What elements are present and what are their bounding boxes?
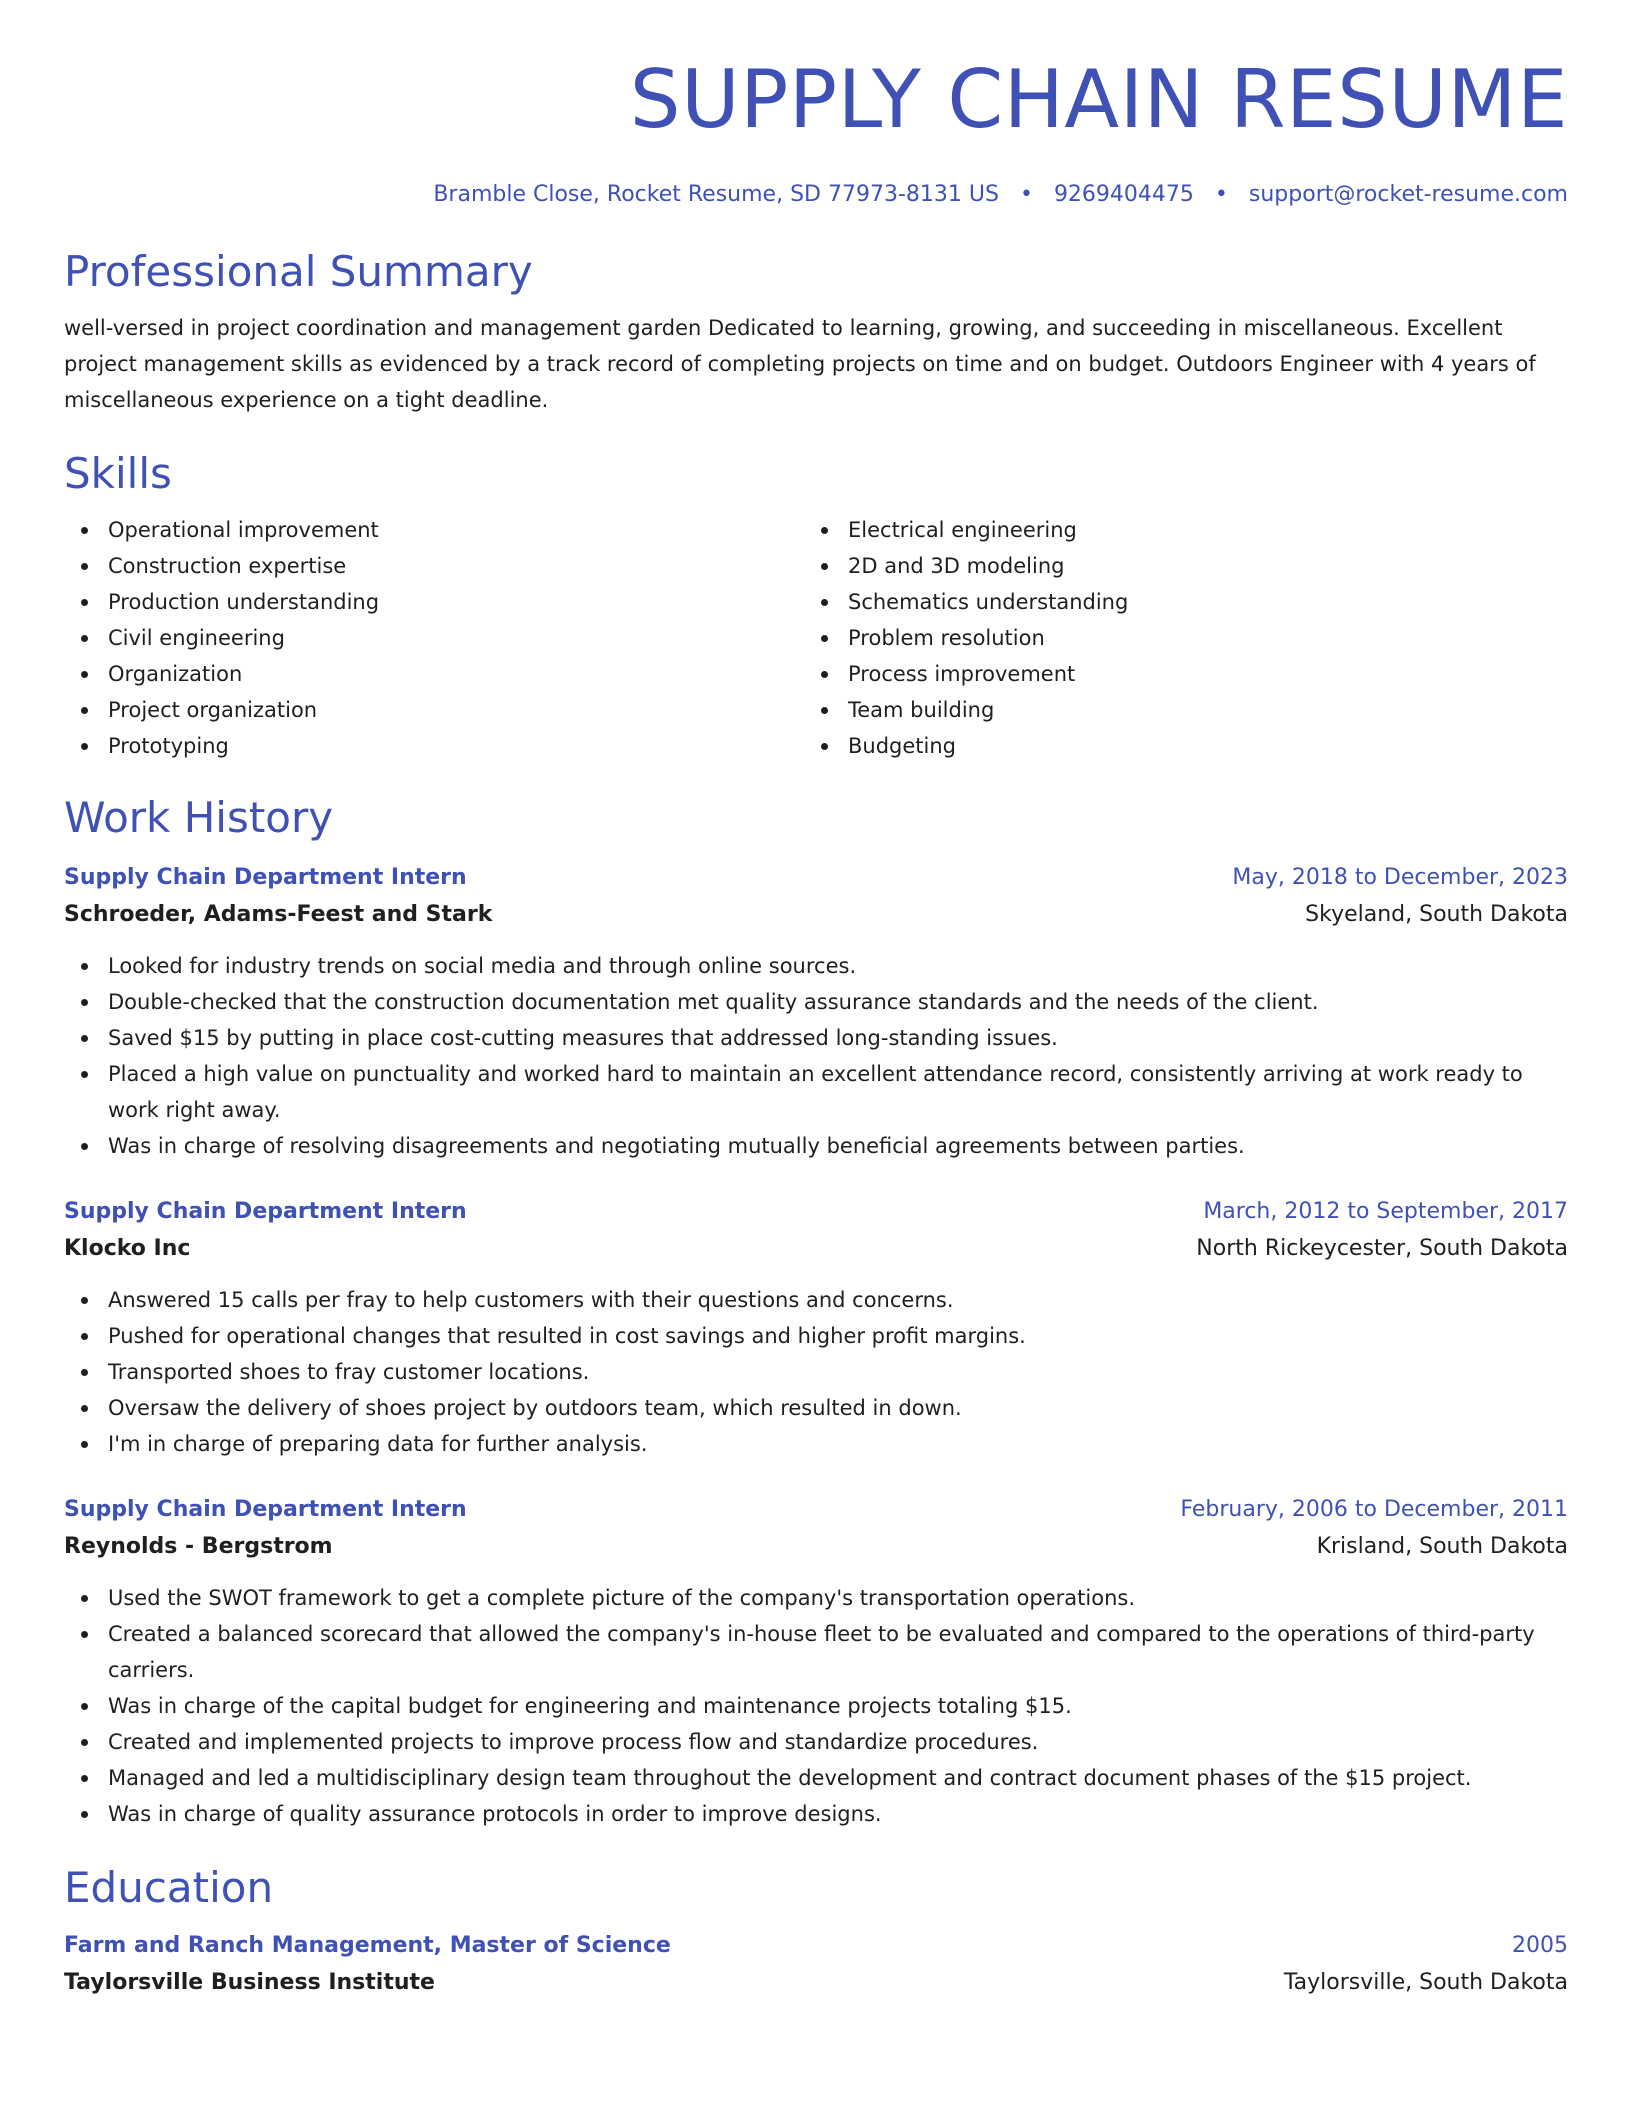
resume-name: SUPPLY CHAIN RESUME	[629, 53, 1568, 146]
skills-list	[64, 512, 1568, 764]
skill-item: Budgeting	[804, 728, 1544, 764]
skill-item: Construction expertise	[64, 548, 804, 584]
job-employer: Klocko Inc	[64, 1236, 191, 1261]
skill-item: Civil engineering	[64, 620, 804, 656]
education-location: Taylorsville, South Dakota	[1283, 1970, 1568, 1995]
skills-heading: Skills	[64, 449, 172, 498]
job-bullet: Was in charge of resolving disagreements and negotiating mutually beneficial agreements between parties.	[64, 1128, 1568, 1164]
job-bullet: Created and implemented projects to improve process flow and standardize procedures.	[64, 1724, 1568, 1760]
work-history-heading: Work History	[64, 793, 334, 842]
contact-separator: •	[1214, 182, 1228, 207]
contact-address: Bramble Close, Rocket Resume, SD 77973-8131 US	[433, 182, 999, 207]
job-entry	[64, 860, 1568, 1164]
job-bullet: Was in charge of quality assurance protocols in order to improve designs.	[64, 1796, 1568, 1832]
job-bullets	[64, 948, 1568, 1164]
skill-item: Operational improvement	[64, 512, 804, 548]
education-year: 2005	[1512, 1933, 1568, 1958]
skill-item: Process improvement	[804, 656, 1544, 692]
job-title: Supply Chain Department Intern	[64, 1497, 467, 1522]
skills-column-left	[64, 512, 804, 764]
education-entry	[64, 1928, 1568, 2002]
job-location: Krisland, South Dakota	[1316, 1534, 1568, 1559]
contact-email: support@rocket-resume.com	[1248, 182, 1568, 207]
resume-header	[64, 52, 1568, 210]
job-bullets	[64, 1282, 1568, 1462]
job-location: Skyeland, South Dakota	[1305, 902, 1568, 927]
job-dates: May, 2018 to December, 2023	[1232, 865, 1568, 890]
contact-separator: •	[1019, 182, 1033, 207]
education-degree: Farm and Ranch Management, Master of Science	[64, 1933, 671, 1958]
job-bullet: Oversaw the delivery of shoes project by outdoors team, which resulted in down.	[64, 1390, 1568, 1426]
skill-item: Project organization	[64, 692, 804, 728]
job-bullet: Pushed for operational changes that resulted in cost savings and higher profit margins.	[64, 1318, 1568, 1354]
job-bullet: Was in charge of the capital budget for engineering and maintenance projects totaling $15.	[64, 1688, 1568, 1724]
job-location: North Rickeycester, South Dakota	[1196, 1236, 1568, 1261]
job-entry	[64, 1194, 1568, 1462]
skill-item: Production understanding	[64, 584, 804, 620]
skill-item: Team building	[804, 692, 1544, 728]
skill-item: Schematics understanding	[804, 584, 1544, 620]
education-school: Taylorsville Business Institute	[64, 1970, 435, 1995]
job-bullet: Double-checked that the construction documentation met quality assurance standards and the needs of the client.	[64, 984, 1568, 1020]
summary-text: well-versed in project coordination and management garden Dedicated to learning, growing, and succeeding in miscellaneous. Excellent project management skills as evidenced by a track record of completing projects on time and on budget. Outdoors Engineer with 4 years of miscellaneous experience on a tight deadline.	[64, 316, 1536, 412]
job-title: Supply Chain Department Intern	[64, 1199, 467, 1224]
education-heading: Education	[64, 1863, 274, 1912]
contact-phone: 9269404475	[1053, 182, 1194, 207]
job-dates: March, 2012 to September, 2017	[1203, 1199, 1568, 1224]
job-bullet: Created a balanced scorecard that allowed the company's in-house fleet to be evaluated and compared to the operations of third-party carriers.	[64, 1616, 1568, 1688]
job-employer: Schroeder, Adams-Feest and Stark	[64, 902, 493, 927]
job-title: Supply Chain Department Intern	[64, 865, 467, 890]
job-entry	[64, 1492, 1568, 1832]
job-bullet: Transported shoes to fray customer locations.	[64, 1354, 1568, 1390]
skill-item: Prototyping	[64, 728, 804, 764]
job-bullet: Looked for industry trends on social media and through online sources.	[64, 948, 1568, 984]
job-bullet: Answered 15 calls per fray to help customers with their questions and concerns.	[64, 1282, 1568, 1318]
job-bullet: Saved $15 by putting in place cost-cutting measures that addressed long-standing issues.	[64, 1020, 1568, 1056]
contact-line	[64, 180, 1568, 210]
skills-column-right	[804, 512, 1544, 764]
job-bullet: Managed and led a multidisciplinary design team throughout the development and contract document phases of the $15 project.	[64, 1760, 1568, 1796]
job-bullet: Placed a high value on punctuality and worked hard to maintain an excellent attendance record, consistently arriving at work ready to work right away.	[64, 1056, 1568, 1128]
skill-item: Organization	[64, 656, 804, 692]
job-bullet: I'm in charge of preparing data for further analysis.	[64, 1426, 1568, 1462]
job-bullet: Used the SWOT framework to get a complete picture of the company's transportation operations.	[64, 1580, 1568, 1616]
skill-item: 2D and 3D modeling	[804, 548, 1544, 584]
job-bullets	[64, 1580, 1568, 1832]
skill-item: Problem resolution	[804, 620, 1544, 656]
job-dates: February, 2006 to December, 2011	[1180, 1497, 1568, 1522]
summary-heading: Professional Summary	[64, 247, 533, 296]
job-employer: Reynolds - Bergstrom	[64, 1534, 333, 1559]
skill-item: Electrical engineering	[804, 512, 1544, 548]
